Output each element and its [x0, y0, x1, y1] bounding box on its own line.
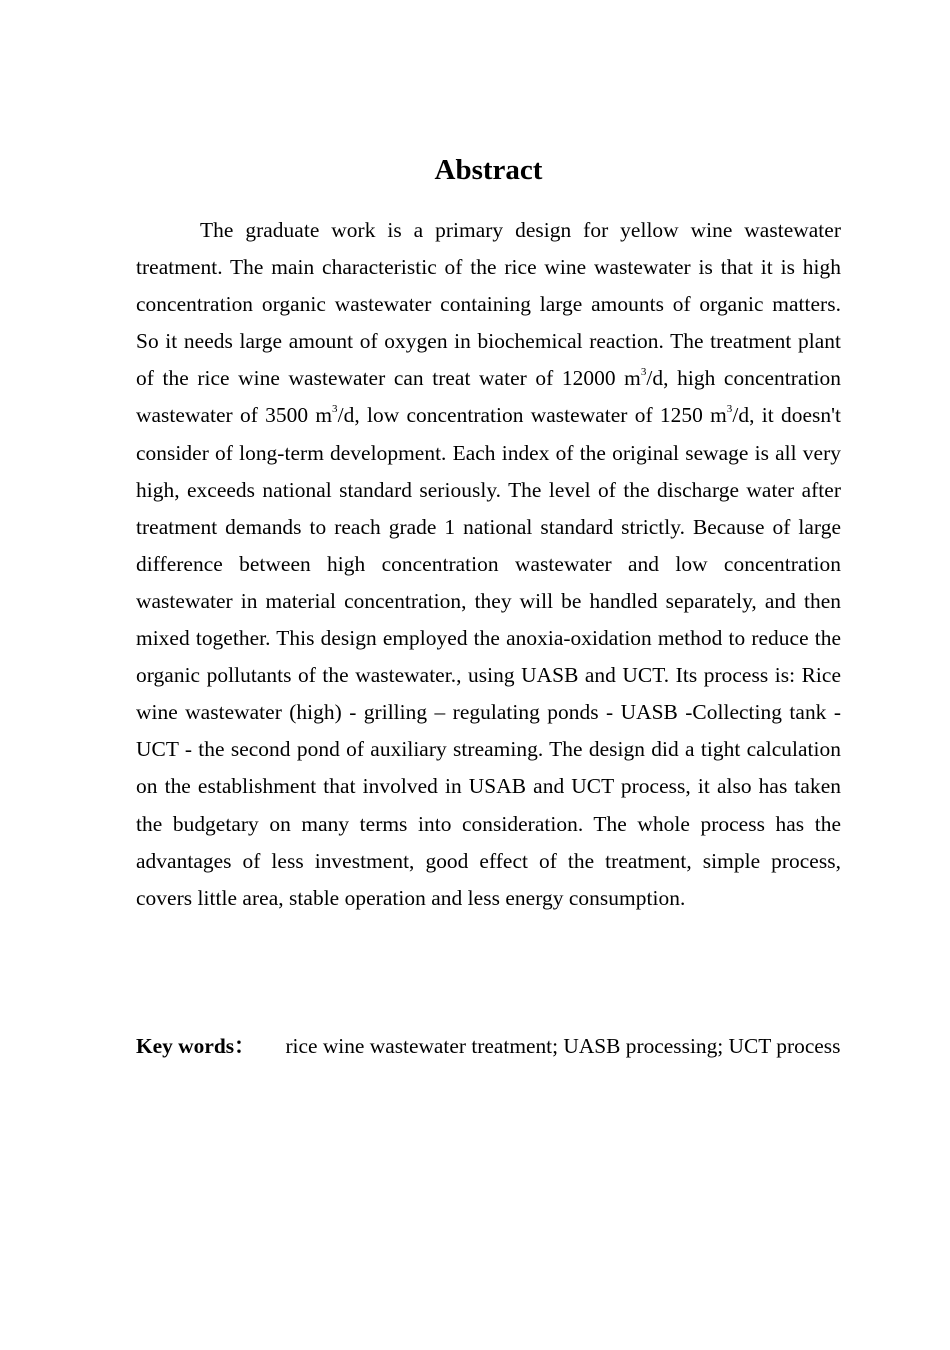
- abstract-text-part-2: /d, high concentration wastewater of 3500 m: [136, 366, 841, 428]
- cubic-superscript: 3: [726, 403, 733, 416]
- cubic-superscript: 3: [640, 366, 647, 379]
- abstract-text-part-1: The graduate work is a primary design for yellow wine wastewater treatment. The main characteristic of the rice wine wastewater is that it is high concentration organic wastewater containing large amounts of organic matters. So it needs large amount of oxygen in biochemical reaction. The treatment plant of the rice wine wastewater can treat water of 12000 m: [136, 218, 841, 391]
- cubic-superscript: 3: [332, 403, 338, 416]
- abstract-body: [136, 212, 841, 917]
- keywords-label: Key words：: [136, 1034, 256, 1058]
- abstract-text-part-4: /d, it doesn't consider of long-term development. Each index of the original sewage is all very high, exceeds national standard seriously. The level of the discharge water after treatment demands to reach grade 1 national standard strictly. Because of large difference between high concentration wastewater and low concentration wastewater in material concentration, they will be handled separately, and then mixed together. This design employed the anoxia-oxidation method to reduce the organic pollutants of the wastewater., using UASB and UCT. Its process is: Rice wine wastewater (high) - grilling – regulating ponds - UASB -Collecting tank - UCT - the second pond of auxiliary streaming. The design did a tight calculation on the establishment that involved in USAB and UCT process, it also has taken the budgetary on many terms into consideration. The whole process has the advantages of less investment, good effect of the treatment, simple process, covers little area, stable operation and less energy consumption.: [136, 403, 842, 910]
- abstract-text-part-3: /d, low concentration wastewater of 1250 m: [337, 403, 727, 428]
- abstract-title: Abstract: [434, 154, 543, 186]
- keywords-text: rice wine wastewater treatment; UASB processing; UCT process: [285, 1034, 841, 1058]
- keywords-section: [136, 1028, 841, 1065]
